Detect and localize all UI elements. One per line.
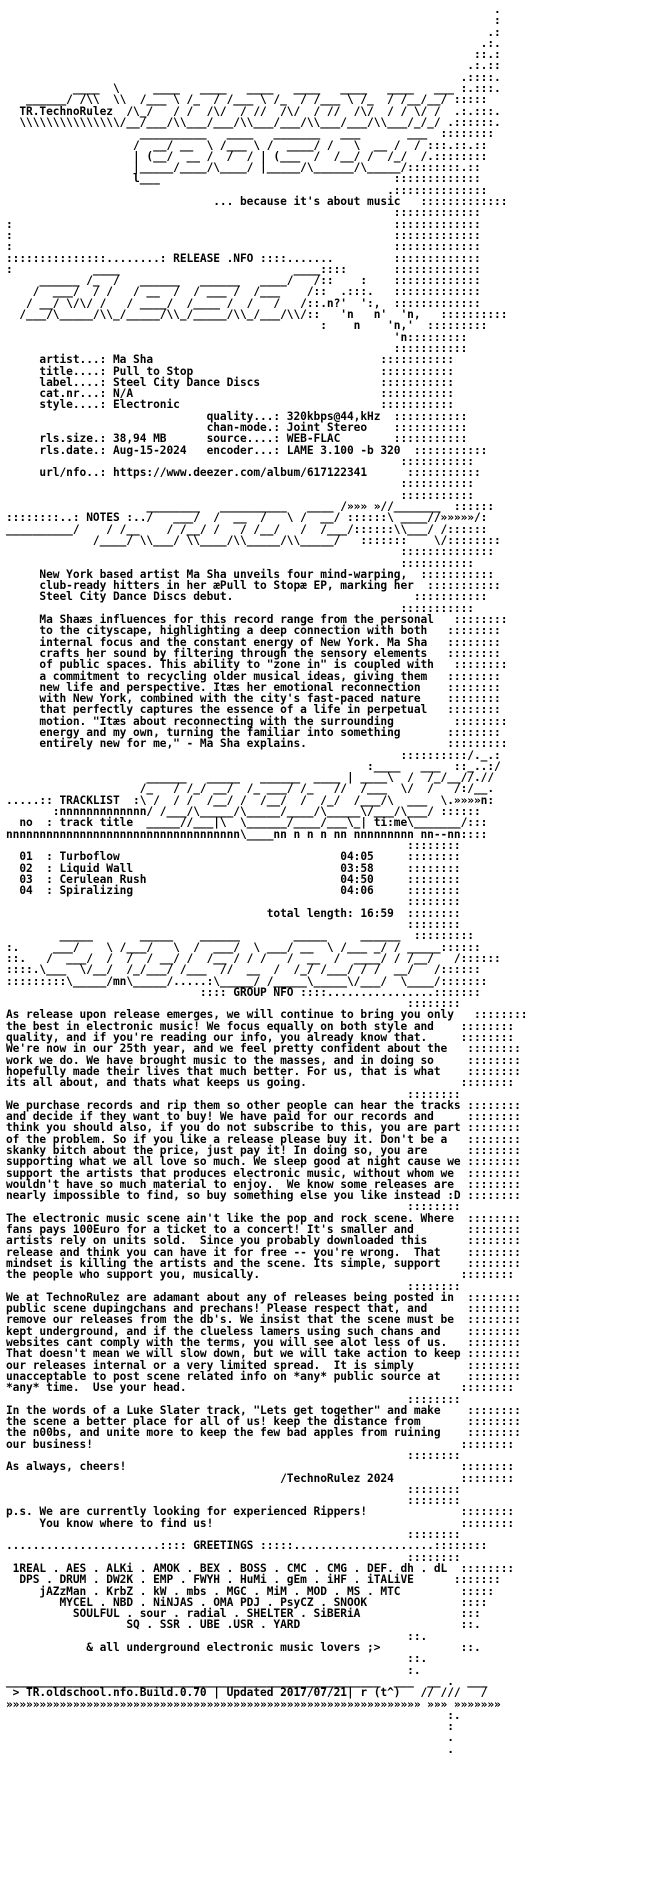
- nfo-line: the scene a better place for all of us! keep the distance from ::::::::: [6, 1415, 521, 1429]
- nfo-line: 01 : Turboflow 04:05 ::::::::: [6, 850, 461, 864]
- nfo-line: / __/ __ \ /___ \ / ____/ / \ __ / / :::.::.::: [6, 138, 488, 152]
- nfo-line: ::::::::: [6, 918, 461, 932]
- nfo-line: ________________________________________________________ ___ __ . ___: [6, 1674, 488, 1688]
- nfo-line: 04 : Spiralizing 04:06 ::::::::: [6, 884, 461, 898]
- nfo-line: websites cant comply with the terms, you will see alot less of us. ::::::::: [6, 1336, 521, 1350]
- nfo-line: of public spaces. This ability to "zone in" is coupled with ::::::::: [6, 658, 508, 672]
- nfo-text: [6, 4, 650, 1755]
- nfo-line: l___ :::::::::::::: [6, 172, 481, 186]
- nfo-line: that perfectly captures the essence of a life in perpetual ::::::::: [6, 703, 501, 717]
- nfo-line: ::::::::..: NOTES :../ ___/ / __ / \ / __/ ::::::\ ____//»»»»»/:: [6, 511, 488, 525]
- nfo-line: .: [6, 1742, 454, 1756]
- nfo-line: club-ready hitters in her æPull to Stopæ EP, marking her :::::::::::: [6, 579, 501, 593]
- nfo-line: The electronic music scene ain't like the pop and rock scene. Where ::::::::: [6, 1211, 521, 1225]
- nfo-line: style....: Electronic :::::::::::: [6, 398, 454, 412]
- nfo-line: :::::::::::: [6, 556, 474, 570]
- nfo-line: mindset is killing the artists and the scene. Its simple, support ::::::::: [6, 1256, 521, 1270]
- nfo-line: | (__/ __ / / / | (___ / /__/ / /_/ /.::::::::: [6, 149, 488, 163]
- nfo-line: /____/ \\___/ \\____/\\_____/\\_____/ ::::::: \/::::::::: [6, 533, 501, 547]
- nfo-line: with New York, combined with the city's fast-paced nature ::::::::: [6, 692, 501, 706]
- nfo-line: rls.size.: 38,94 MB source....: WEB-FLAC :::::::::::: [6, 432, 468, 446]
- nfo-line: :::::::::::: [6, 477, 474, 491]
- nfo-line: ::::::::: [6, 895, 461, 909]
- nfo-line: ::.: [6, 1652, 428, 1666]
- nfo-line: ::.:: [6, 48, 501, 62]
- nfo-line: unacceptable to post scene related info on *any* public source at ::::::::: [6, 1369, 521, 1383]
- nfo-line: :::::::::::: [6, 454, 474, 468]
- nfo-line: internal focus and the constant energy of New York. Ma Sha ::::::::: [6, 635, 501, 649]
- nfo-line: :::::::::::: [6, 488, 474, 502]
- nfo-line: : :::::::::::::: [6, 240, 481, 254]
- nfo-line: to the cityscape, highlighting a deep connection with both ::::::::: [6, 624, 501, 638]
- nfo-line: our releases internal or a very limited spread. It is simply ::::::::: [6, 1358, 521, 1372]
- nfo-line: :::: GROUP NFO ::::................:::::::: [6, 985, 481, 999]
- nfo-line: no : track title _____//___|\ \______/____/___\_| ti:me\_______/:::: [6, 816, 488, 830]
- nfo-line: ::::::::: [6, 1494, 461, 1508]
- nfo-line: ::::::::: [6, 1200, 461, 1214]
- nfo-line: .:.: [6, 36, 501, 50]
- nfo-line: ::::::::: [6, 1528, 461, 1542]
- nfo-line: In the words of a Luke Slater track, "Lets get together" and make ::::::::: [6, 1403, 521, 1417]
- nfo-line: label....: Steel City Dance Discs :::::::::::: [6, 375, 454, 389]
- nfo-line: : :::::::::::::: [6, 217, 481, 231]
- nfo-line: :.: [6, 1708, 461, 1722]
- nfo-line: DPS . DRUM . DW2K . EMP . FWYH . HuMi . gEm . iHF . iTALiVE :::::::: [6, 1573, 501, 1587]
- nfo-line: quality...: 320kbps@44,kHz :::::::::::: [6, 409, 468, 423]
- nfo-line: hopefully made their lives that much better. For us, that is what ::::::::: [6, 1064, 521, 1078]
- nfo-line: 'n:::::::::: [6, 330, 468, 344]
- nfo-line: ::::::::: [6, 838, 461, 852]
- nfo-line: __________/ / /__ / /__/ / / /__/ / /___/::::::\\___/ /::::::: [6, 522, 488, 536]
- nfo-line: remove our releases from the db's. We insist that the scene must be ::::::::: [6, 1313, 521, 1327]
- nfo-line: :nnnnnnnnnnnnn/ /___/\_____/\_____/____/\_____\/___/\___/ ::::::: [6, 805, 481, 819]
- nfo-line: motion. "Itæs about reconnecting with the surrounding ::::::::: [6, 714, 508, 728]
- nfo-line: / __/ \/\/ / / ____/ /____ / / / /::.n?' ':, :::::::::::::: [6, 296, 481, 310]
- nfo-line: ::::::::: [6, 1550, 461, 1564]
- nfo-line: _____ _____ ______ _____ ______ :::::::::: [6, 929, 474, 943]
- nfo-line: ::::::::: [6, 1482, 461, 1496]
- nfo-line: ______ /_ / ______ ______ ____/ /:: : :::::::::::::: [6, 274, 481, 288]
- nfo-line: :____ ___ ::_..:/: [6, 759, 501, 773]
- nfo-line: kept underground, and if the clueless lamers using such chans and ::::::::: [6, 1324, 521, 1338]
- nfo-line: :::::::::::::::........: RELEASE .NFO ::::....... :::::::::::::: [6, 251, 481, 265]
- nfo-line: total length: 16:59 ::::::::: [6, 906, 461, 920]
- nfo-line: .:: [6, 25, 501, 39]
- nfo-line: support the artists that produces electronic music, without whom we ::::::::: [6, 1166, 521, 1180]
- nfo-line: .:.::: [6, 59, 501, 73]
- nfo-line: SOULFUL . sour . radial . SHELTER . SiBERiA :::: [6, 1607, 481, 1621]
- nfo-line: ::::::::: [6, 1392, 461, 1406]
- nfo-line: crafts her sound by filtering through the sensory elements ::::::::: [6, 646, 501, 660]
- nfo-line: /TechnoRulez 2024 ::::::::: [6, 1471, 515, 1485]
- nfo-line: ::::.\___ \/__/ /_/___/ /___ // __ / /_/ /___/ / / __/ /::::::: [6, 963, 481, 977]
- nfo-line: »»»»»»»»»»»»»»»»»»»»»»»»»»»»»»»»»»»»»»»»»»»»»»»»»»»»»»»»»»»»»» »»» »»»»»»»: [6, 1697, 501, 1711]
- nfo-line: artist...: Ma Sha :::::::::::: [6, 353, 454, 367]
- nfo-line: ::::::::: [6, 997, 461, 1011]
- nfo-line: the best in electronic music! We focus equally on both style and ::::::::: [6, 1019, 515, 1033]
- nfo-line: :::::::::::: [6, 601, 474, 615]
- nfo-line: *any* time. Use your head. ::::::::: [6, 1381, 515, 1395]
- nfo-line: Ma Shaæs influences for this record range from the personal ::::::::: [6, 613, 508, 627]
- nfo-line: & all underground electronic music lovers ;> ::.: [6, 1641, 481, 1655]
- nfo-line: TR.TechnoRulez /\_/ / / /\/ / // /\/ / // /\/ / / \/ / .:.:::.: [6, 104, 501, 118]
- nfo-line: ______/ /\\ \\ /___ \ /_ / /___ \ /_ / /___ \ /_ / /__/__/ :::::: [6, 93, 488, 107]
- nfo-line: We're now in our 25th year, and we feel pretty confident about the ::::::::: [6, 1042, 521, 1056]
- nfo-line: ::. / ___/ / / / __/ / /__ / / / / __ / ____/ / /__/ /::::::: [6, 951, 501, 965]
- nfo-line: .: [6, 1731, 454, 1745]
- nfo-line: As always, cheers! ::::::::: [6, 1460, 515, 1474]
- nfo-line: wouldn't have so much material to enjoy. We know some releases are ::::::::: [6, 1177, 521, 1191]
- nfo-line: ::::::::: [6, 1279, 461, 1293]
- nfo-line: As release upon release emerges, we will continue to bring you only ::::::::: [6, 1008, 528, 1022]
- nfo-line: .: [6, 3, 501, 16]
- nfo-line: url/nfo..: https://www.deezer.com/album/617122341 :::::::::::: [6, 466, 481, 480]
- nfo-line: entirely new for me," - Ma Sha explains. :::::::::: [6, 737, 508, 751]
- nfo-line: :::::::::\_____/mn\_____/.....:\_____/ /_____\_____\/___/ \____/:::::::: [6, 974, 488, 988]
- nfo-line: rls.date.: Aug-15-2024 encoder...: LAME 3.100 -b 320 :::::::::::: [6, 443, 488, 457]
- nfo-line: 1REAL . AES . ALKi . AMOK . BEX . BOSS . CMC . CMG . DEF. dh . dL ::::::::: [6, 1561, 515, 1575]
- nfo-line: :: [6, 14, 501, 28]
- nfo-line: work we do. We have brought music to the masses, and in doing so ::::::::: [6, 1053, 521, 1067]
- nfo-line: We purchase records and rip them so other people can hear the tracks ::::::::: [6, 1098, 521, 1112]
- nfo-line: artists rely on units sold. Since you probably downloaded this ::::::::: [6, 1234, 521, 1248]
- nfo-line: __________ ____ _______ ___ ___ ::::::::: [6, 127, 495, 141]
- nfo-line: our business! ::::::::: [6, 1437, 515, 1451]
- nfo-line: quality, and if you're reading our info, you already know that. ::::::::: [6, 1031, 515, 1045]
- nfo-line: That doesn't mean we will slow down, but we will take action to keep ::::::::: [6, 1347, 521, 1361]
- nfo-line: :.: [6, 1663, 421, 1677]
- nfo-line: ::::::::::/._.:: [6, 748, 501, 762]
- nfo-line: a commitment to recycling older musical ideas, giving them ::::::::: [6, 669, 501, 683]
- nfo-line: p.s. We are currently looking for experienced Rippers! ::::::::: [6, 1505, 515, 1519]
- nfo-line: the n00bs, and unite more to keep the few bad apples from ruining ::::::::: [6, 1426, 521, 1440]
- nfo-line: /___/\_____/\\_/_____/\\_/_____/\\_/___/\\/:: 'n n' 'n, ::::::::::: [6, 308, 508, 322]
- nfo-line: ::::::::::::::: [6, 545, 495, 559]
- nfo-line: jAZzMan . KrbZ . kW . mbs . MGC . MiM . MOD . MS . MTC :::::: [6, 1584, 495, 1598]
- nfo-line: / ___/ / / / __ / / ___ / /___ /:: .:::. :::::::::::::: [6, 285, 481, 299]
- nfo-line: fans pays 100Euro for a ticket to a concert! It's smaller and ::::::::: [6, 1223, 521, 1237]
- nfo-line: .......................:::: GREETINGS :::::.....................::::::::: [6, 1539, 488, 1553]
- nfo-line: ... because it's about music :::::::::::::: [6, 195, 508, 209]
- nfo-line: supporting what we all love so much. We sleep good at night cause we ::::::::: [6, 1155, 521, 1169]
- nfo-line: :: [6, 1720, 454, 1734]
- nfo-line: 03 : Cerulean Rush 04:50 ::::::::: [6, 872, 461, 886]
- nfo-line: ::::::::: [6, 1449, 461, 1462]
- nfo-line: release and think you can have it for free -- you're wrong. That ::::::::: [6, 1245, 521, 1259]
- nfo-line: .....:: TRACKLIST :\ / / / /__/ / /__/ / /_/ /___/\ ___ \.»»»»n:: [6, 793, 495, 807]
- nfo-line: : n 'n,' :::::::::: [6, 319, 488, 333]
- nfo-line: its all about, and thats what keeps us going. ::::::::: [6, 1076, 515, 1090]
- nfo-line: You know where to find us! ::::::::: [6, 1516, 515, 1530]
- nfo-line: .::::.: [6, 70, 501, 84]
- nfo-line: energy and my own, turning the familiar into something ::::::::: [6, 726, 501, 739]
- nfo-line: ____ \ ____ ____ ____ ____ ____ ____ ___ :.:::.: [6, 82, 501, 96]
- nfo-line: of the problem. So if you like a release please buy it. Don't be a ::::::::: [6, 1132, 521, 1146]
- nfo-line: |_____/____/\____/ |_____/\______/\_____/::::::::.::: [6, 161, 481, 175]
- nfo-line: ______ _____ ______ ____ | ____\ / /_/__//.//: [6, 771, 495, 785]
- nfo-line: :::::::::::::: [6, 206, 481, 220]
- nfo-line: cat.nr...: N/A :::::::::::: [6, 387, 454, 401]
- nfo-line: the people who support you, musically. ::::::::: [6, 1268, 515, 1282]
- nfo-line: and decide if they want to buy! We have paid for our records and ::::::::: [6, 1110, 521, 1124]
- nfo-line: 02 : Liquid Wall 03:58 ::::::::: [6, 861, 461, 875]
- nfo-line: nearly impossible to find, so buy something else you like instead :D ::::::::: [6, 1189, 521, 1203]
- nfo-line: : :::::::::::::: [6, 228, 481, 242]
- nfo-line: New York based artist Ma Sha unveils four mind-warping, :::::::::::: [6, 567, 495, 581]
- nfo-line: public scene dupingchans and prechans! Please respect that, and ::::::::: [6, 1302, 521, 1316]
- nfo-line: title....: Pull to Stop :::::::::::: [6, 364, 454, 378]
- nfo-line: .::::::::::::::: [6, 183, 488, 197]
- nfo-line: nnnnnnnnnnnnnnnnnnnnnnnnnnnnnnnnnnn\____nn n n n nn nnnnnnnnn nn--nn::::: [6, 827, 488, 841]
- nfo-line: ________ __________ ____ /»»» »//_______ ::::::: [6, 500, 495, 514]
- nfo-line: Steel City Dance Discs debut. :::::::::::: [6, 590, 488, 604]
- nfo-line: We at TechnoRulez are adamant about any of releases being posted in ::::::::: [6, 1290, 521, 1304]
- nfo-line: /_ / /_/ __/ /_ ___/ /_ // /___ \/ / /:/__.: [6, 782, 495, 796]
- nfo-line: ::.: [6, 1629, 428, 1643]
- nfo-line: \\\\\\\\\\\\\\\/__/___/\\___/___/\\___/___/\\___/___/\\___/_/_/ .::::::.: [6, 115, 501, 129]
- nfo-line: > TR.oldschool.nfo.Build.0.70 | Updated 2017/07/21| r (t^) // /// /: [6, 1686, 488, 1700]
- nfo-line: ::::::::: [6, 1087, 461, 1101]
- nfo-line: :. ___/ \ /___/ \ / ___/ \ ___/ __ \ /___ _/ / _____::::::: [6, 940, 481, 954]
- nfo-line: MYCEL . NBD . NiNJAS . OMA PDJ . PsyCZ . SNOOK ::::: [6, 1595, 488, 1609]
- nfo-line: : ____ ____:::: :::::::::::::: [6, 262, 481, 276]
- nfo-line: :::::::::::: [6, 341, 468, 355]
- nfo-line: chan-mode.: Joint Stereo :::::::::::: [6, 420, 468, 434]
- nfo-line: think you should also, if you do not subscribe to this, you are part ::::::::: [6, 1121, 521, 1135]
- nfo-line: skanky bitch about the price, just pay it! In doing so, you are ::::::::: [6, 1143, 521, 1157]
- nfo-line: new life and perspective. Itæs her emotional reconnection ::::::::: [6, 680, 501, 694]
- nfo-line: SQ . SSR . UBE .USR . YARD ::.: [6, 1618, 481, 1632]
